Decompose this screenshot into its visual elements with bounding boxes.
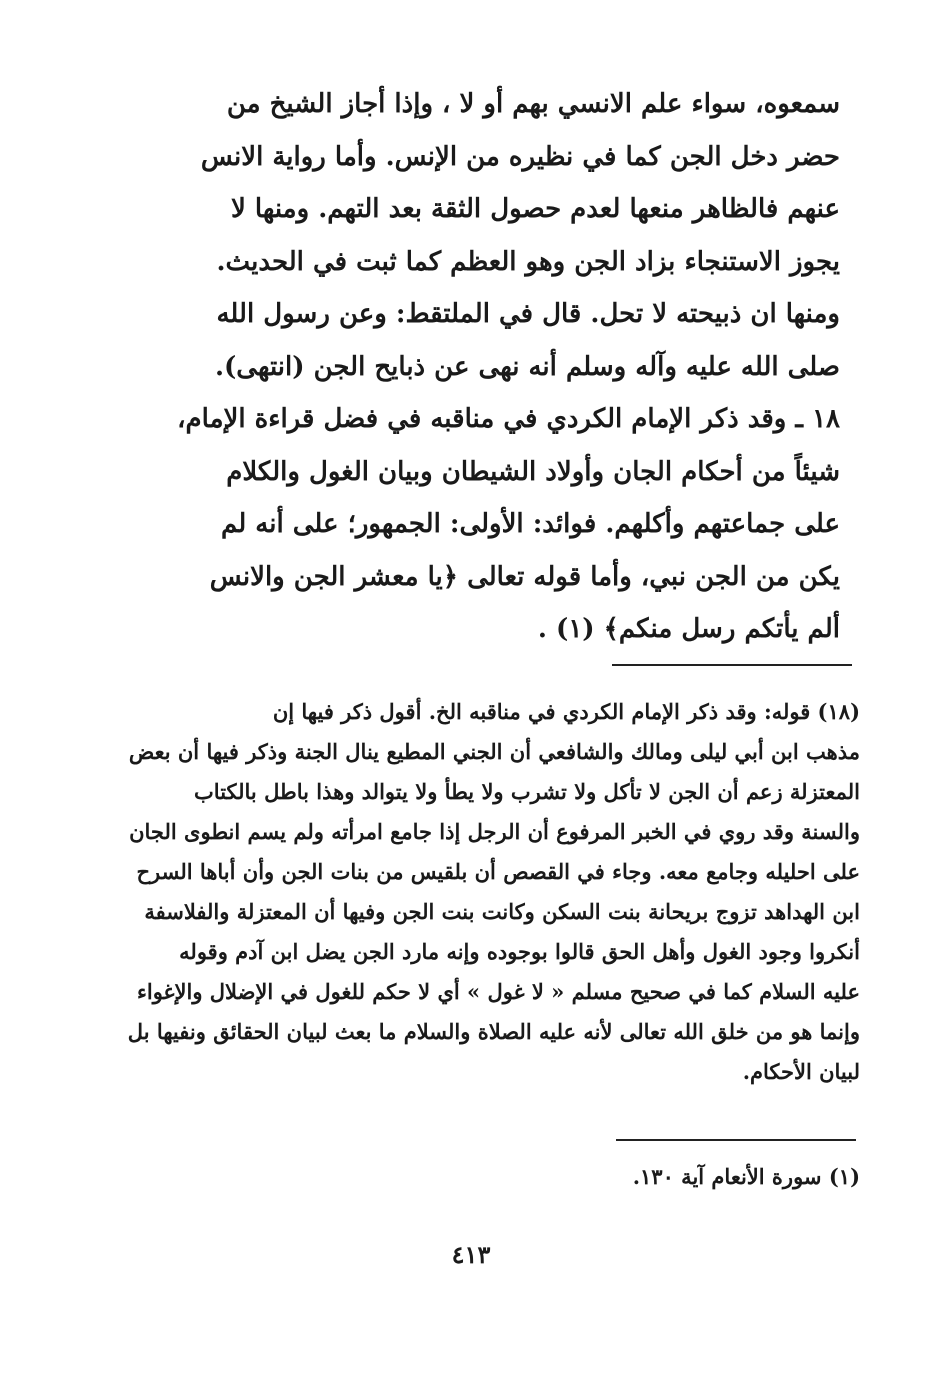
main-text-line: يكن من الجن نبي، وأما قوله تعالى ﴿يا معشر الجن والانس: [209, 561, 840, 592]
main-text-block: [100, 78, 840, 656]
commentary-line: أنكروا وجود الغول وأهل الحق قالوا بوجوده وإنه مارد الجن يضل ابن آدم وقوله: [179, 939, 860, 964]
commentary-line: على احليله وجامع معه. وجاء في القصص أن بلقيس من بنات الجن وأن أباها السرح: [136, 859, 860, 884]
main-text-line: حضر دخل الجن كما في نظيره من الإنس. وأما رواية الانس: [200, 141, 840, 172]
commentary-line: المعتزلة زعم أن الجن لا تأكل ولا تشرب ولا يطأ ولا يتوالد وهذا باطل بالكتاب: [194, 779, 860, 804]
commentary-line: والسنة وقد روي في الخبر المرفوع أن الرجل إذا جامع امرأته ولم يسم انطوى الجان: [129, 819, 860, 844]
main-text-line: ألم يأتكم رسل منكم﴾ (١) .: [537, 614, 840, 644]
main-text-line: يجوز الاستنجاء بزاد الجن وهو العظم كما ثبت في الحديث.: [216, 246, 840, 277]
commentary-line: ابن الهداهد تزوج بريحانة بنت السكن وكانت بنت الجن وفيها أن المعتزلة والفلاسفة: [144, 899, 860, 924]
main-text-line: ١٨ ـ وقد ذكر الإمام الكردي في مناقبه في فضل قراءة الإمام،: [177, 404, 840, 434]
commentary-block: [100, 692, 860, 1092]
main-text-line: على جماعتهم وأكلهم. فوائد: الأولى: الجمهور؛ على أنه لم: [221, 509, 840, 539]
main-text-line: سمعوه، سواء علم الانسي بهم أو لا ، وإذا أجاز الشيخ من: [226, 89, 840, 119]
commentary-line: مذهب ابن أبي ليلى ومالك والشافعي أن الجني المطيع ينال الجنة وذكر فيها أن بعض: [128, 739, 860, 764]
main-text-line: شيئاً من أحكام الجان وأولاد الشيطان وبيان الغول والكلام: [226, 456, 840, 487]
commentary-line: عليه السلام كما في صحيح مسلم « لا غول » أي لا حكم للغول في الإضلال والإغواء: [137, 979, 860, 1004]
commentary-line: (١٨) قوله: وقد ذكر الإمام الكردي في مناقبه الخ. أقول ذكر فيها إن: [272, 699, 860, 724]
footnote-divider: [616, 1139, 856, 1141]
commentary-divider: [612, 664, 852, 666]
commentary-line: لبيان الأحكام.: [742, 1059, 860, 1084]
main-text-line: صلى الله عليه وآله وسلم أنه نهى عن ذبايح الجن (انتهى).: [214, 351, 840, 382]
page-number: ٤١٣: [451, 1240, 491, 1269]
commentary-line: وإنما هو من خلق الله تعالى لأنه عليه الصلاة والسلام ما بعث لبيان الحقائق ونفيها بل: [127, 1019, 860, 1044]
main-text-line: ومنها ان ذبيحته لا تحل. قال في الملتقط: وعن رسول الله: [216, 299, 840, 329]
footnote: (١) سورة الأنعام آية ١٣٠.: [632, 1164, 860, 1189]
main-text-line: عنهم فالظاهر منعها لعدم حصول الثقة بعد التهم. ومنها لا: [231, 194, 840, 224]
